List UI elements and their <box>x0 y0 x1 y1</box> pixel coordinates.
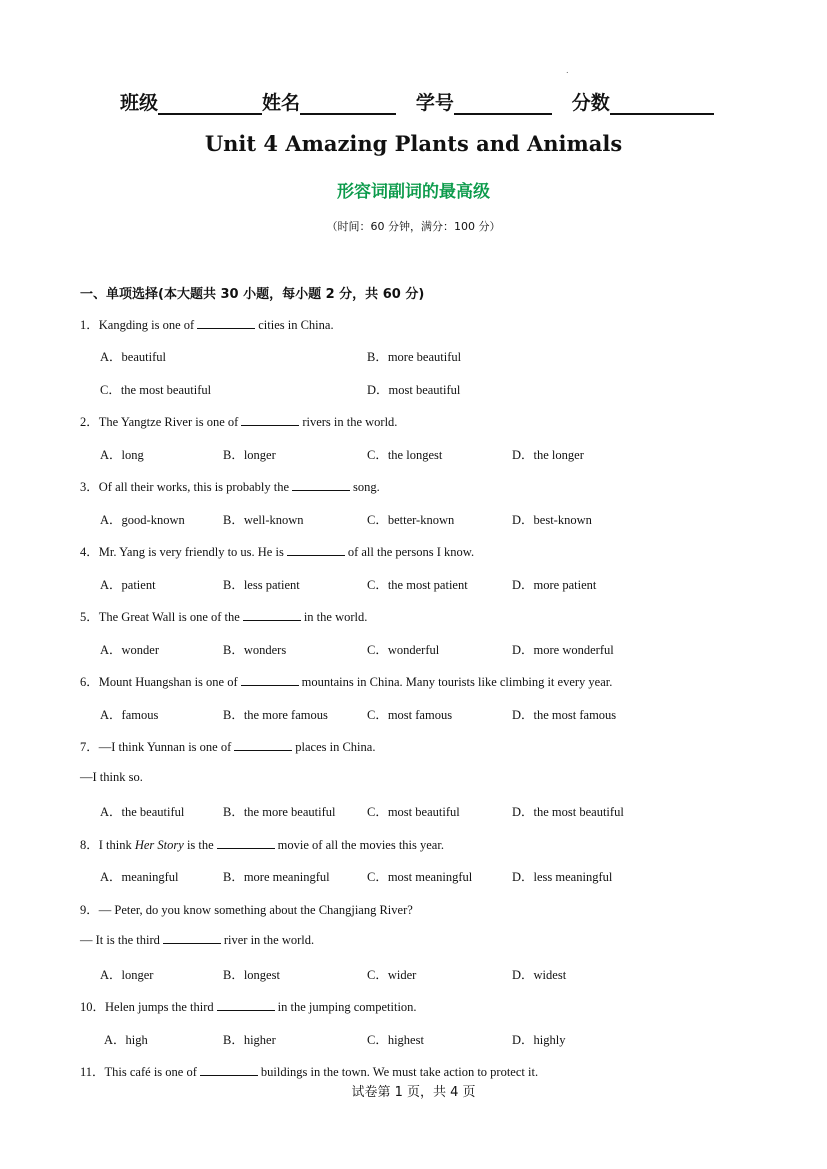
question-reply: —I think so. <box>80 770 143 784</box>
option-a[interactable]: A．the beautiful <box>100 805 185 819</box>
option-b[interactable]: B．more meaningful <box>223 870 330 884</box>
score-label: 分数 <box>571 92 610 114</box>
option-c[interactable]: C．the longest <box>367 448 443 462</box>
answer-blank <box>200 1064 258 1076</box>
id-label: 学号 <box>415 92 454 114</box>
answer-blank <box>287 544 345 556</box>
option-c[interactable]: C．highest <box>367 1033 424 1047</box>
question-stem: 5．The Great Wall is one of the in the world. <box>80 610 368 624</box>
option-a[interactable]: A．longer <box>100 968 154 982</box>
question-stem: 2．The Yangtze River is one of rivers in the world. <box>80 415 398 429</box>
option-c[interactable]: C．wonderful <box>367 643 440 657</box>
question-stem: 7．—I think Yunnan is one of places in China. <box>80 740 376 754</box>
name-blank[interactable] <box>300 93 396 115</box>
option-c[interactable]: C．most meaningful <box>367 870 473 884</box>
time-info: （时间：60 分钟，满分：100 分） <box>326 220 501 233</box>
id-blank[interactable] <box>454 93 552 115</box>
option-c[interactable]: C．better-known <box>367 513 455 527</box>
question-stem: 3．Of all their works, this is probably the song. <box>80 480 380 494</box>
answer-blank <box>217 999 275 1011</box>
question-stem: 6．Mount Huangshan is one of mountains in China. Many tourists like climbing it every year. <box>80 675 613 689</box>
option-b[interactable]: B．wonders <box>223 643 287 657</box>
question-stem: 10．Helen jumps the third in the jumping competition. <box>80 1000 417 1014</box>
answer-blank <box>241 674 299 686</box>
option-d[interactable]: D．more wonderful <box>512 643 614 657</box>
option-b[interactable]: B．less patient <box>223 578 300 592</box>
page-footer: 试卷第 1 页，共 4 页 <box>351 1085 476 1100</box>
option-b[interactable]: B．longer <box>223 448 276 462</box>
option-b[interactable]: B．higher <box>223 1033 276 1047</box>
stray-dot: . <box>566 66 569 75</box>
answer-blank <box>163 932 221 944</box>
option-a[interactable]: A．beautiful <box>100 350 166 364</box>
option-b[interactable]: B．the more beautiful <box>223 805 336 819</box>
option-d[interactable]: D．best-known <box>512 513 592 527</box>
movie-title: Her Story <box>134 838 184 852</box>
option-d[interactable]: D．most beautiful <box>367 383 461 397</box>
option-d[interactable]: D．the most beautiful <box>512 805 624 819</box>
option-d[interactable]: D．less meaningful <box>512 870 613 884</box>
option-b[interactable]: B．the more famous <box>223 708 328 722</box>
option-d[interactable]: D．highly <box>512 1033 566 1047</box>
option-c[interactable]: C．wider <box>367 968 417 982</box>
option-a[interactable]: A．long <box>100 448 144 462</box>
option-a[interactable]: A．wonder <box>100 643 160 657</box>
option-a[interactable]: A．famous <box>100 708 159 722</box>
option-d[interactable]: D．more patient <box>512 578 597 592</box>
question-stem: 1．Kangding is one of cities in China. <box>80 318 334 332</box>
question-stem: 4．Mr. Yang is very friendly to us. He is of all the persons I know. <box>80 545 475 559</box>
class-blank[interactable] <box>158 93 262 115</box>
option-c[interactable]: C．most beautiful <box>367 805 460 819</box>
option-d[interactable]: D．the longer <box>512 448 584 462</box>
answer-blank <box>197 317 255 329</box>
question-reply: — It is the third river in the world. <box>80 933 315 947</box>
question-stem: 8．I think Her Story is the movie of all the movies this year. <box>80 838 444 852</box>
student-info-header <box>120 88 714 115</box>
option-d[interactable]: D．the most famous <box>512 708 617 722</box>
option-c[interactable]: C．the most patient <box>367 578 468 592</box>
option-c[interactable]: C．most famous <box>367 708 453 722</box>
question-stem: 9．— Peter, do you know something about the Changjiang River? <box>80 903 413 917</box>
option-a[interactable]: A．good-known <box>100 513 185 527</box>
option-a[interactable]: A．high <box>104 1033 148 1047</box>
page-title: Unit 4 Amazing Plants and Animals <box>204 131 623 156</box>
option-b[interactable]: B．well-known <box>223 513 304 527</box>
page-subtitle: 形容词副词的最高级 <box>337 182 490 202</box>
answer-blank <box>241 414 299 426</box>
option-b[interactable]: B．more beautiful <box>367 350 462 364</box>
answer-blank <box>292 479 350 491</box>
answer-blank <box>234 739 292 751</box>
class-label: 班级 <box>120 92 159 114</box>
option-c[interactable]: C．the most beautiful <box>100 383 212 397</box>
option-d[interactable]: D．widest <box>512 968 567 982</box>
name-label: 姓名 <box>262 92 301 114</box>
option-b[interactable]: B．longest <box>223 968 280 982</box>
answer-blank <box>217 837 275 849</box>
score-blank[interactable] <box>610 93 714 115</box>
option-a[interactable]: A．patient <box>100 578 156 592</box>
answer-blank <box>243 609 301 621</box>
section-title: 一、单项选择(本大题共 30 小题，每小题 2 分，共 60 分) <box>80 287 425 302</box>
question-stem: 11．This café is one of buildings in the town. We must take action to protect it. <box>80 1065 539 1079</box>
option-a[interactable]: A．meaningful <box>100 870 179 884</box>
